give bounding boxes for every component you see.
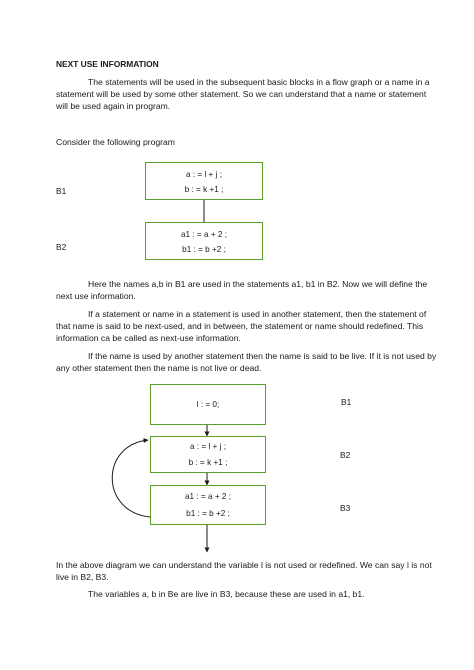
intro-line-3: will be used again in program. [56,101,171,111]
code-line: a1 : = a + 2 ; [185,492,231,501]
conclusion-line-1: In the above diagram we can understand the variable l is not used or redefined. We can say l is not [56,560,432,570]
block-label-b1: B1 [341,397,352,407]
para-2-line-3: information ca be called as next-use information. [56,333,241,343]
para-1-line-1: Here the names a,b in B1 are used in the statements a1, b1 in B2. Now we will define the [88,279,428,289]
code-block-b2 [150,436,266,473]
code-line: b1 : = b +2 ; [186,509,230,518]
code-line: a : = l + j ; [186,170,222,179]
block-label-b2: B2 [340,450,351,460]
final-sentence: The variables a, b in Be are live in B3, because these are used in a1, b1. [88,589,365,599]
para-2-line-2: that name is said to be next-used, and in between, the statement or name should redefined. This [56,321,424,331]
para-3-line-2: any other statement then the name is not live or dead. [56,363,262,373]
code-block-b3 [150,485,266,525]
code-line: a : = l + j ; [190,442,226,451]
code-line: a1 : = a + 2 ; [181,230,227,239]
section-heading: NEXT USE INFORMATION [56,59,159,69]
code-line: b1 : = b +2 ; [182,245,226,254]
loop-arrow [112,440,150,517]
block-label-b3: B3 [340,503,351,513]
para-2-line-1: If a statement or name in a statement is used in another statement, then the statement of [88,309,427,319]
para-1-line-2: next use information. [56,291,136,301]
intro-line-1: The statements will be used in the subsequent basic blocks in a flow graph or a name in a [88,77,430,87]
code-line: b : = k +1 ; [188,458,228,467]
block-label-b1: B1 [56,186,67,196]
conclusion-line-2: live in B2, B3. [56,572,109,582]
code-line: b : = k +1 ; [184,185,224,194]
code-line: l : = 0; [196,400,220,409]
para-3-line-1: If the name is used by another statement then the name is said to be live. If it is not used by [88,351,437,361]
intro-line-2: statement will be used by some other statement. So we can understand that a name or statement [56,89,427,99]
code-block-b1 [150,384,266,425]
consider-text: Consider the following program [56,137,175,147]
block-label-b2: B2 [56,242,67,252]
